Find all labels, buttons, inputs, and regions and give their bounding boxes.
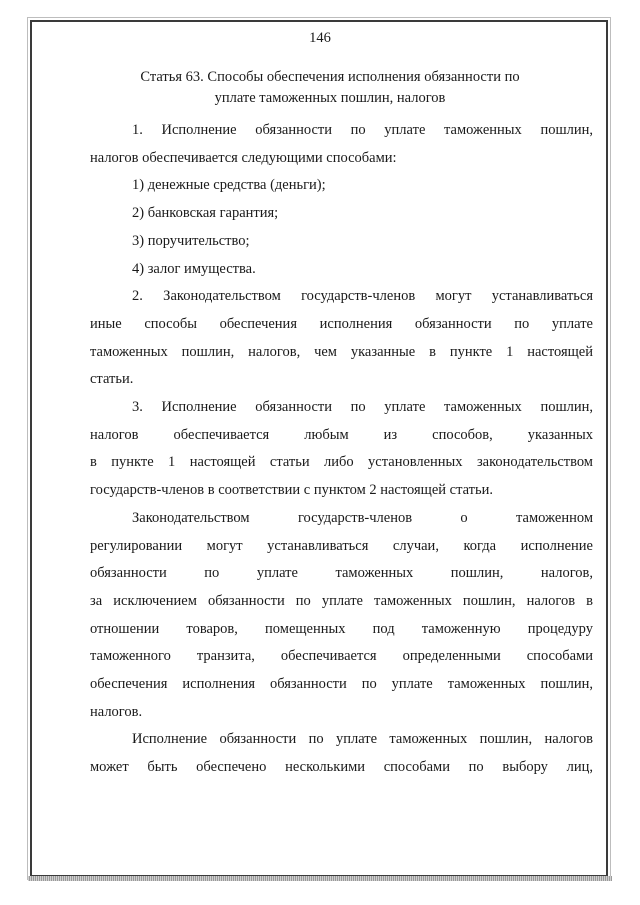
paragraph-1 — [90, 117, 593, 172]
paragraph-line: иные способы обеспечения исполнения обязанности по уплате — [90, 315, 593, 332]
paragraph-line: таможенных пошлин, налогов, чем указанные в пункте 1 настоящей — [90, 343, 593, 360]
article-title — [90, 67, 570, 109]
paragraph-4 — [90, 505, 593, 727]
paragraph-line: Исполнение обязанности по уплате таможенных пошлин, налогов — [132, 731, 593, 748]
paragraph-line: 2) банковская гарантия; — [132, 205, 279, 222]
paragraph-line: за исключением обязанности по уплате таможенных пошлин, налогов в — [90, 592, 593, 609]
paragraph-line: 1) денежные средства (деньги); — [132, 177, 326, 194]
article-body — [90, 117, 593, 782]
page-border-shadow — [28, 876, 612, 881]
paragraph-line: регулировании могут устанавливаться случаи, когда исполнение — [90, 537, 593, 554]
paragraph-2 — [90, 283, 593, 394]
paragraph-line: 2. Законодательством государств-членов могут устанавливаться — [132, 288, 593, 305]
paragraph-line: государств-членов в соответствии с пунктом 2 настоящей статьи. — [90, 482, 493, 499]
paragraph-line: налогов. — [90, 703, 143, 720]
paragraph-line: в пункте 1 настоящей статьи либо установленных законодательством — [90, 454, 593, 471]
paragraph-line: отношении товаров, помещенных под таможенную процедуру — [90, 620, 593, 637]
paragraph-line: 3) поручительство; — [132, 232, 250, 249]
page-number: 146 — [309, 30, 331, 46]
paragraph-line: налогов обеспечивается следующими способами: — [90, 149, 397, 166]
paragraph-line: 4) залог имущества. — [132, 260, 256, 277]
article-title-line-2: уплате таможенных пошлин, налогов — [214, 90, 446, 106]
paragraph-line: таможенного транзита, обеспечивается определенными способами — [90, 648, 593, 665]
paragraph-line: может быть обеспечено несколькими способами по выбору лиц, — [90, 759, 593, 776]
paragraph-line: обязанности по уплате таможенных пошлин, налогов, — [90, 565, 593, 582]
list-item-4 — [90, 256, 593, 284]
paragraph-line: Законодательством государств-членов о таможенном — [132, 509, 593, 526]
list-item-1 — [90, 172, 593, 200]
list-item-2 — [90, 200, 593, 228]
paragraph-line: обеспечения исполнения обязанности по уплате таможенных пошлин, — [90, 676, 593, 693]
paragraph-line: статьи. — [90, 371, 134, 388]
paragraph-line: 1. Исполнение обязанности по уплате таможенных пошлин, — [132, 122, 593, 138]
paragraph-line: налогов обеспечивается любым из способов, указанных — [90, 426, 593, 443]
article-title-line-1: Статья 63. Способы обеспечения исполнения обязанности по — [140, 69, 520, 85]
paragraph-5 — [90, 726, 593, 781]
list-item-3 — [90, 228, 593, 256]
paragraph-line: 3. Исполнение обязанности по уплате таможенных пошлин, — [132, 399, 593, 416]
paragraph-3 — [90, 394, 593, 505]
